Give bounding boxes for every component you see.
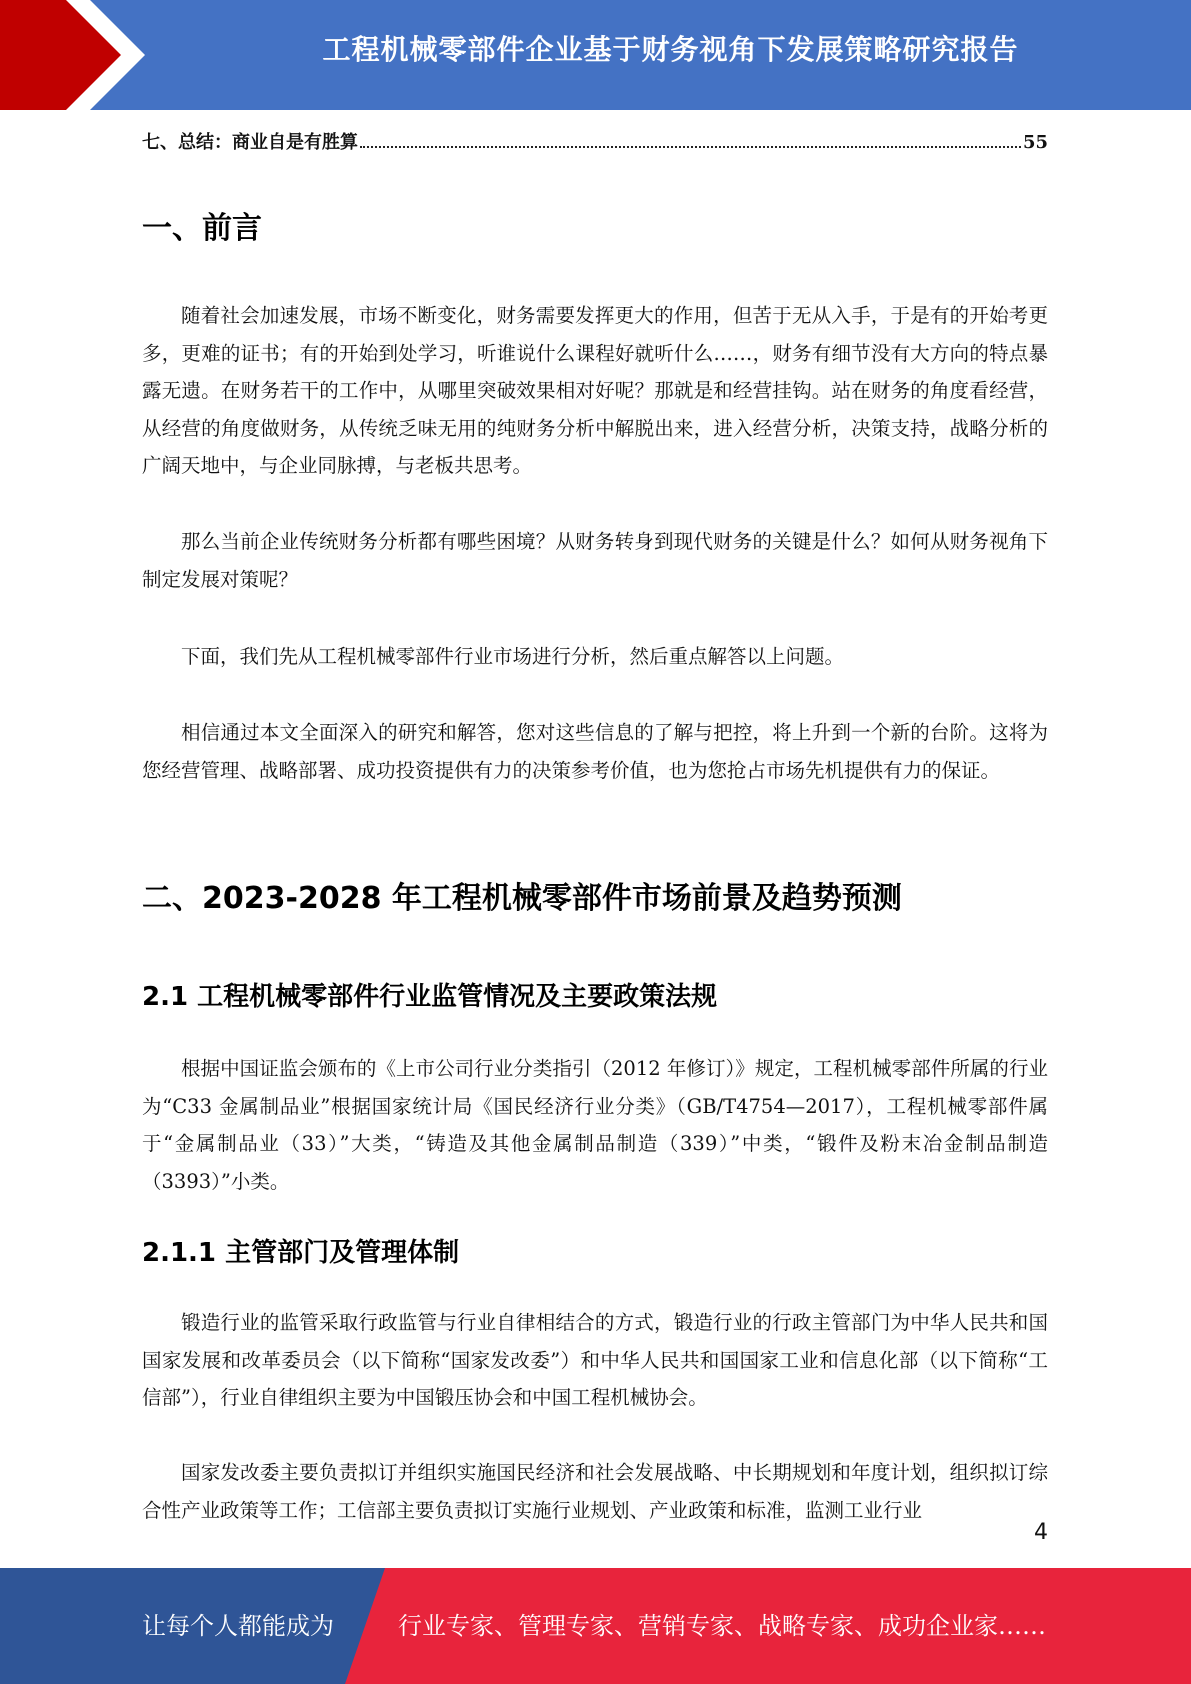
- report-title: 工程机械零部件企业基于财务视角下发展策略研究报告: [322, 33, 1019, 66]
- page-number: 4: [1034, 1520, 1048, 1545]
- preface-paragraph-1: 随着社会加速发展，市场不断变化，财务需要发挥更大的作用，但苦于无从入手，于是有的开始考更多，更难的证书；有的开始到处学习，听谁说什么课程好就听什么……，财务有细节没有大方向的特点暴露无遗。在财务若干的工作中，从哪里突破效果相对好呢？那就是和经营挂钩。站在财务的角度看经营，从经营的角度做财务，从传统乏味无用的纯财务分析中解脱出来，进入经营分析，决策支持，战略分析的广阔天地中，与企业同脉搏，与老板共思考。: [142, 304, 1048, 477]
- footer-slogan-left: 让每个人都能成为: [142, 1612, 334, 1640]
- page-header: [0, 0, 1191, 110]
- toc-dot-leader: [360, 145, 1021, 148]
- section-heading-preface: 一、前言: [142, 211, 262, 246]
- preface-paragraph-3: 下面，我们先从工程机械零部件行业市场进行分析，然后重点解答以上问题。: [181, 645, 845, 668]
- preface-paragraph-2: 那么当前企业传统财务分析都有哪些困境？从财务转身到现代财务的关键是什么？如何从财务视角下制定发展对策呢？: [142, 530, 1048, 591]
- section-heading-market-outlook: 二、2023-2028 年工程机械零部件市场前景及趋势预测: [142, 881, 902, 916]
- toc-entry[interactable]: [142, 128, 1048, 160]
- page-footer: [0, 1568, 1191, 1684]
- subsection-2-1-paragraph: 根据中国证监会颁布的《上市公司行业分类指引（2012 年修订）》规定，工程机械零部件所属的行业为“C33 金属制品业”根据国家统计局《国民经济行业分类》（GB/T4754—2017），工程机械零部件属于“金属制品业（33）”大类，“铸造及其他金属制品制造（339）”中类，“锻件及粉末冶金制品制造（3393）”小类。: [142, 1057, 1048, 1193]
- preface-paragraph-4: 相信通过本文全面深入的研究和解答，您对这些信息的了解与把控，将上升到一个新的台阶。这将为您经营管理、战略部署、成功投资提供有力的决策参考价值，也为您抢占市场先机提供有力的保证。: [142, 721, 1048, 782]
- toc-label: 七、总结：商业自是有胜算: [142, 132, 358, 153]
- subsection-heading-2-1: 2.1 工程机械零部件行业监管情况及主要政策法规: [142, 982, 718, 1012]
- header-arrow-decoration: [0, 0, 160, 110]
- subsection-heading-2-1-1: 2.1.1 主管部门及管理体制: [142, 1238, 460, 1268]
- toc-page: 55: [1022, 132, 1048, 153]
- footer-slogan-right: 行业专家、管理专家、营销专家、战略专家、成功企业家……: [398, 1612, 1046, 1640]
- subsection-2-1-1-paragraph-2: 国家发改委主要负责拟订并组织实施国民经济和社会发展战略、中长期规划和年度计划，组织拟订综合性产业政策等工作；工信部主要负责拟订实施行业规划、产业政策和标准，监测工业行业: [142, 1461, 1048, 1522]
- subsection-2-1-1-paragraph-1: 锻造行业的监管采取行政监管与行业自律相结合的方式，锻造行业的行政主管部门为中华人民共和国国家发展和改革委员会（以下简称“国家发改委”）和中华人民共和国国家工业和信息化部（以下简称“工信部”），行业自律组织主要为中国锻压协会和中国工程机械协会。: [142, 1311, 1048, 1409]
